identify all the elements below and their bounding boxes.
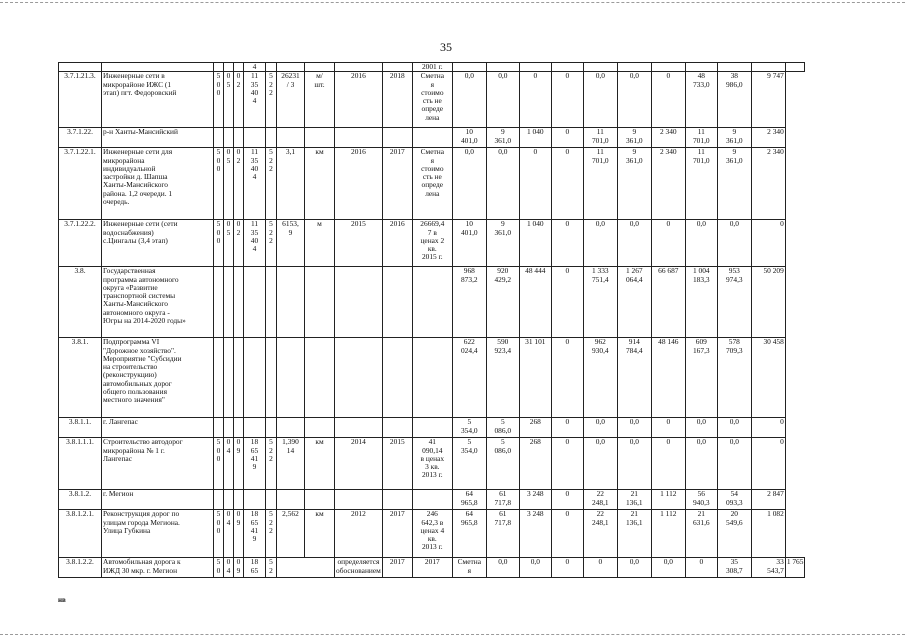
table-cell: 0,0 [685,418,717,438]
table-cell: Сметна я стоимо сть не опреде лена [412,148,452,220]
table-cell [244,490,266,510]
table-row [59,220,805,267]
table-cell: 2017 [382,148,412,220]
table-cell: 0,0 [617,220,651,267]
table-cell: 64 965,8 [452,510,486,558]
table-cell: 0 [519,72,551,128]
table-cell: 21 136,1 [617,490,651,510]
table-cell: 18 65 41 9 [244,438,266,490]
table-cell [266,128,277,148]
table-cell [234,490,244,510]
table-cell: 2 340 [751,128,785,148]
table-cell: 0 [751,438,785,490]
table-cell: 0,0 [583,72,617,128]
table-cell: 2 340 [651,128,685,148]
table-cell: 2014 [335,438,383,490]
table-cell [412,490,452,510]
table-cell [305,63,335,72]
table-cell: 4 [244,63,266,72]
table-cell: 0 2 [234,148,244,220]
table-cell [277,490,305,510]
table-cell [486,63,519,72]
table-cell: 5 086,0 [486,418,519,438]
page-number: 35 [440,40,452,54]
table-cell: 0,0 [452,148,486,220]
table-cell [224,63,234,72]
table-cell: 0 9 [234,438,244,490]
table-row [59,490,805,510]
table-cell: 5 086,0 [486,438,519,490]
budget-table [58,62,805,578]
table-cell: 9 747 [751,72,785,128]
table-cell: 1 040 [519,220,551,267]
table-cell: 33 543,7 [751,558,785,578]
table-cell [335,63,383,72]
table-cell [382,128,412,148]
table-cell: 1 267 064,4 [617,267,651,338]
table-cell: 2016 [382,220,412,267]
table-row [59,438,805,490]
scan-top-edge [0,2,905,3]
table-cell: 0 [551,558,583,578]
table-cell: 11 701,0 [583,148,617,220]
table-cell [412,338,452,418]
table-cell: 2017 [382,510,412,558]
table-row [59,72,805,128]
table-cell [214,128,224,148]
table-cell: 2 340 [651,148,685,220]
table-cell: 0 5 [224,72,234,128]
table-cell [519,63,551,72]
table-cell: р-н Ханты-Мансийский [102,128,214,148]
table-cell: м/ шт. [305,72,335,128]
table-cell: 0 [551,148,583,220]
table-cell: 2 340 [751,148,785,220]
table-cell: 3.7.1.21.3. [59,72,102,128]
table-cell [551,63,583,72]
table-cell [59,63,102,72]
table-cell: 0 [519,148,551,220]
table-cell: 9 361,0 [617,148,651,220]
table-cell: 5 354,0 [452,418,486,438]
table-cell [617,63,651,72]
table-cell: 3.8.1. [59,338,102,418]
table-cell: Государственная программа автономного округа «Развитие транспортной системы Ханты-Мансийского автономного округа - Югры на 2014-2020 годы» [102,267,214,338]
table-cell [214,490,224,510]
table-cell: 61 717,8 [486,490,519,510]
table-cell [277,128,305,148]
table-cell [224,128,234,148]
table-cell: Строительство автодорог микрорайона № 1 г. Лангепас [102,438,214,490]
table-cell: 0,0 [717,418,751,438]
table-cell [266,418,277,438]
table-cell: 11 701,0 [685,148,717,220]
table-cell: 3.8. [59,267,102,338]
table-cell: 9 361,0 [717,148,751,220]
table-cell: 5 0 0 [214,148,224,220]
table-cell: Инженерные сети в микрорайоне ИЖС (1 этап) пгт. Федоровский [102,72,214,128]
table-cell [244,338,266,418]
table-cell: км [305,510,335,558]
table-cell: 0 4 [224,510,234,558]
table-cell: 3,1 [277,148,305,220]
table-cell: 1 765 [785,558,805,578]
table-cell [234,128,244,148]
table-row [59,128,805,148]
table-cell: 0,0 [583,220,617,267]
table-cell: 0 9 [234,558,244,578]
table-cell: 26669,4 7 в ценах 2 кв. 2015 г. [412,220,452,267]
table-cell: 0,0 [486,558,519,578]
table-cell [412,267,452,338]
table-cell: 22 248,1 [583,490,617,510]
table-cell: 2016 [335,72,383,128]
table-cell: м [305,220,335,267]
table-cell [266,338,277,418]
table-cell: 5 354,0 [452,438,486,490]
table-cell: 5 0 0 [214,220,224,267]
table-cell [266,267,277,338]
table-cell: 0 [685,558,717,578]
table-cell: 0,0 [617,72,651,128]
table-cell [224,267,234,338]
table-cell: 56 940,3 [685,490,717,510]
table-cell [277,418,305,438]
table-row [59,558,805,578]
table-cell: 5 0 0 [214,438,224,490]
table-cell [412,128,452,148]
table-cell: 0,0 [717,438,751,490]
table-cell: 5 2 2 [266,510,277,558]
table-cell: 0,0 [583,418,617,438]
table-cell: 11 35 40 4 [244,220,266,267]
table-cell: Сметна я стоимо сть не опреде лена [412,72,452,128]
table-cell: 38 986,0 [717,72,751,128]
table-cell: 9 361,0 [717,128,751,148]
table-cell: 3.7.1.22. [59,128,102,148]
table-cell: 968 873,2 [452,267,486,338]
table-cell: 1 112 [651,490,685,510]
table-row [59,338,805,418]
table-cell: 3 248 [519,490,551,510]
table-cell [685,63,717,72]
table-cell: 30 458 [751,338,785,418]
table-cell [214,338,224,418]
table-cell: 0 [751,418,785,438]
table-cell: 11 701,0 [685,128,717,148]
table-cell [277,267,305,338]
table-cell [214,63,224,72]
table-cell: 9 361,0 [486,220,519,267]
table-cell: 2016 [335,148,383,220]
table-cell: 18 65 41 9 [244,510,266,558]
table-cell: 2012 [335,510,383,558]
table-cell: 0,0 [717,220,751,267]
table-cell: км [305,148,335,220]
table-cell: 268 [519,418,551,438]
table-cell: 3 248 [519,510,551,558]
table-cell: 0,0 [617,418,651,438]
table-cell: 0 [551,490,583,510]
table-cell: определяется обоснованием [335,558,383,578]
table-cell: 9 361,0 [486,128,519,148]
table-cell [335,490,383,510]
table-cell: 0,0 [519,558,551,578]
table-row [59,418,805,438]
table-cell: г. Лангепас [102,418,214,438]
table-cell: 9 361,0 [617,128,651,148]
table-cell [335,128,383,148]
table-cell: 0 [651,438,685,490]
table-cell: 50 209 [751,267,785,338]
table-cell: 20 549,6 [717,510,751,558]
table-cell [277,558,335,578]
table-cell [751,63,785,72]
table-cell: г. Мегион [102,490,214,510]
table-cell: 1 333 751,4 [583,267,617,338]
table-cell [266,490,277,510]
table-cell [305,338,335,418]
table-cell [214,267,224,338]
table-cell: 953 974,3 [717,267,751,338]
table-cell: 64 965,8 [452,490,486,510]
table-cell: 0 [551,267,583,338]
table-cell: 0 [551,510,583,558]
table-cell: 578 709,3 [717,338,751,418]
table-cell [234,418,244,438]
scan-bottom-edge [0,634,905,635]
table-cell: 2 847 [751,490,785,510]
table-cell: 0,0 [583,438,617,490]
table-cell: 0 [551,128,583,148]
table-cell: 5 2 2 [266,220,277,267]
table-cell [224,338,234,418]
table-cell: Инженерные сети (сети водоснабжения) с.Цингалы (3,4 этап) [102,220,214,267]
table-cell: 6153, 9 [277,220,305,267]
table-cell [277,338,305,418]
table-cell: 0,0 [617,558,651,578]
table-cell: 0 5 [224,220,234,267]
table-cell: км [305,438,335,490]
table-cell: 1 112 [651,510,685,558]
table-cell: 0 [651,220,685,267]
table-row [59,267,805,338]
table-cell: 21 631,6 [685,510,717,558]
table-cell: 2015 [382,438,412,490]
table-cell [382,63,412,72]
table-cell [277,63,305,72]
table-cell: 26231 / 3 [277,72,305,128]
table-cell [382,490,412,510]
table-cell: 0 [651,418,685,438]
table-cell: Реконструкция дорог по улицам города Мегиона. Улица Губкина [102,510,214,558]
table-cell: 0,0 [685,220,717,267]
table-cell [224,418,234,438]
table-cell [305,128,335,148]
table-cell: 5 2 2 [266,148,277,220]
table-cell [452,63,486,72]
table-cell [234,267,244,338]
table-cell: 35 308,7 [717,558,751,578]
table-cell: 0,0 [452,72,486,128]
table-cell: 609 167,3 [685,338,717,418]
table-cell: 1,390 14 [277,438,305,490]
table-cell: 18 65 [244,558,266,578]
table-cell: 0 2 [234,72,244,128]
table-cell: 0 4 [224,558,234,578]
table-cell: 3.8.1.2. [59,490,102,510]
table-cell [382,338,412,418]
table-cell: 10 401,0 [452,128,486,148]
table-row [59,63,805,72]
table-cell: 2001 г. [412,63,452,72]
table-cell [335,267,383,338]
table-cell: 11 701,0 [583,128,617,148]
table-cell [244,128,266,148]
table-cell: 5 2 [266,558,277,578]
table-cell: 1 082 [751,510,785,558]
table-cell: 11 35 40 4 [244,72,266,128]
table-cell: 5 2 2 [266,72,277,128]
table-cell [234,63,244,72]
table-cell: 3.7.1.22.2. [59,220,102,267]
table-cell: 962 930,4 [583,338,617,418]
table-cell: 3.8.1.1.1. [59,438,102,490]
table-cell: 22 248,1 [583,510,617,558]
table-cell: 0 [651,72,685,128]
table-cell: 0 5 [224,148,234,220]
table-cell: 268 [519,438,551,490]
table-cell [335,338,383,418]
table-cell: 2017 [382,558,412,578]
table-cell: 5 0 [214,558,224,578]
table-cell: 2017 [412,558,452,578]
table-cell: 3.8.1.1. [59,418,102,438]
table-cell: 0 [551,220,583,267]
table-cell [305,418,335,438]
table-cell: 31 101 [519,338,551,418]
table-cell: 0 [583,558,617,578]
table-cell [266,63,277,72]
table-row [59,148,805,220]
table-cell: 914 784,4 [617,338,651,418]
table-cell [382,267,412,338]
table-cell: 66 687 [651,267,685,338]
table-cell: 622 024,4 [452,338,486,418]
table-cell [335,418,383,438]
table-cell [244,418,266,438]
table-cell: 3.8.1.2.1. [59,510,102,558]
table-cell [785,63,805,72]
table-cell: 48 733,0 [685,72,717,128]
table-cell [583,63,617,72]
table-cell: 5 0 0 [214,72,224,128]
table-cell [214,418,224,438]
table-cell: 5 0 0 [214,510,224,558]
table-cell: 0 9 [234,510,244,558]
table-cell: 10 401,0 [452,220,486,267]
table-cell: 1 040 [519,128,551,148]
table-cell: 21 136,1 [617,510,651,558]
table-cell: 0 [551,418,583,438]
table-cell: 11 35 40 4 [244,148,266,220]
table-cell: 0 [551,438,583,490]
footer-mark: нв [58,596,66,604]
table-cell: Подпрограмма VI "Дорожное хозяйство". Мероприятие "Субсидии на строительство (реконструкцию) автомобильных дорог общего пользования местного значения" [102,338,214,418]
table-cell: 48 444 [519,267,551,338]
table-cell: 48 146 [651,338,685,418]
table-cell: 0,0 [685,438,717,490]
table-cell: 0,0 [617,438,651,490]
table-row [59,510,805,558]
table-cell [305,267,335,338]
table-cell: Сметна я [452,558,486,578]
table-cell: Инженерные сети для микрорайона индивидуальной застройки д. Шапша Ханты-Мансийского района. 1,2 очереди. 1 очередь. [102,148,214,220]
table-cell: 2015 [335,220,383,267]
table-cell: 0 [751,220,785,267]
table-cell: 1 004 183,3 [685,267,717,338]
table-cell: 0,0 [651,558,685,578]
table-cell [717,63,751,72]
table-cell [305,490,335,510]
table-cell: 0 [551,72,583,128]
table-cell: 3.8.1.2.2. [59,558,102,578]
table-cell: 0 [551,338,583,418]
table-cell [412,418,452,438]
table-cell: 0 2 [234,220,244,267]
table-cell: 2018 [382,72,412,128]
table-cell [244,267,266,338]
table-cell: 61 717,8 [486,510,519,558]
table-cell: 41 090,14 в ценах 3 кв. 2013 г. [412,438,452,490]
table-cell [102,63,214,72]
table-cell [382,418,412,438]
table-cell [224,490,234,510]
table-cell: 0,0 [486,148,519,220]
table-cell: 0,0 [486,72,519,128]
table-cell: 2,562 [277,510,305,558]
table-cell: 246 642,3 в ценах 4 кв. 2013 г. [412,510,452,558]
table-cell: 590 923,4 [486,338,519,418]
table-cell: 3.7.1.22.1. [59,148,102,220]
table-cell [234,338,244,418]
table-cell: Автомобильная дорога к ИЖД 30 мкр. г. Мегион [102,558,214,578]
table-cell: 54 093,3 [717,490,751,510]
table-cell: 920 429,2 [486,267,519,338]
table-cell: 5 2 2 [266,438,277,490]
table-cell: 0 4 [224,438,234,490]
table-cell [651,63,685,72]
